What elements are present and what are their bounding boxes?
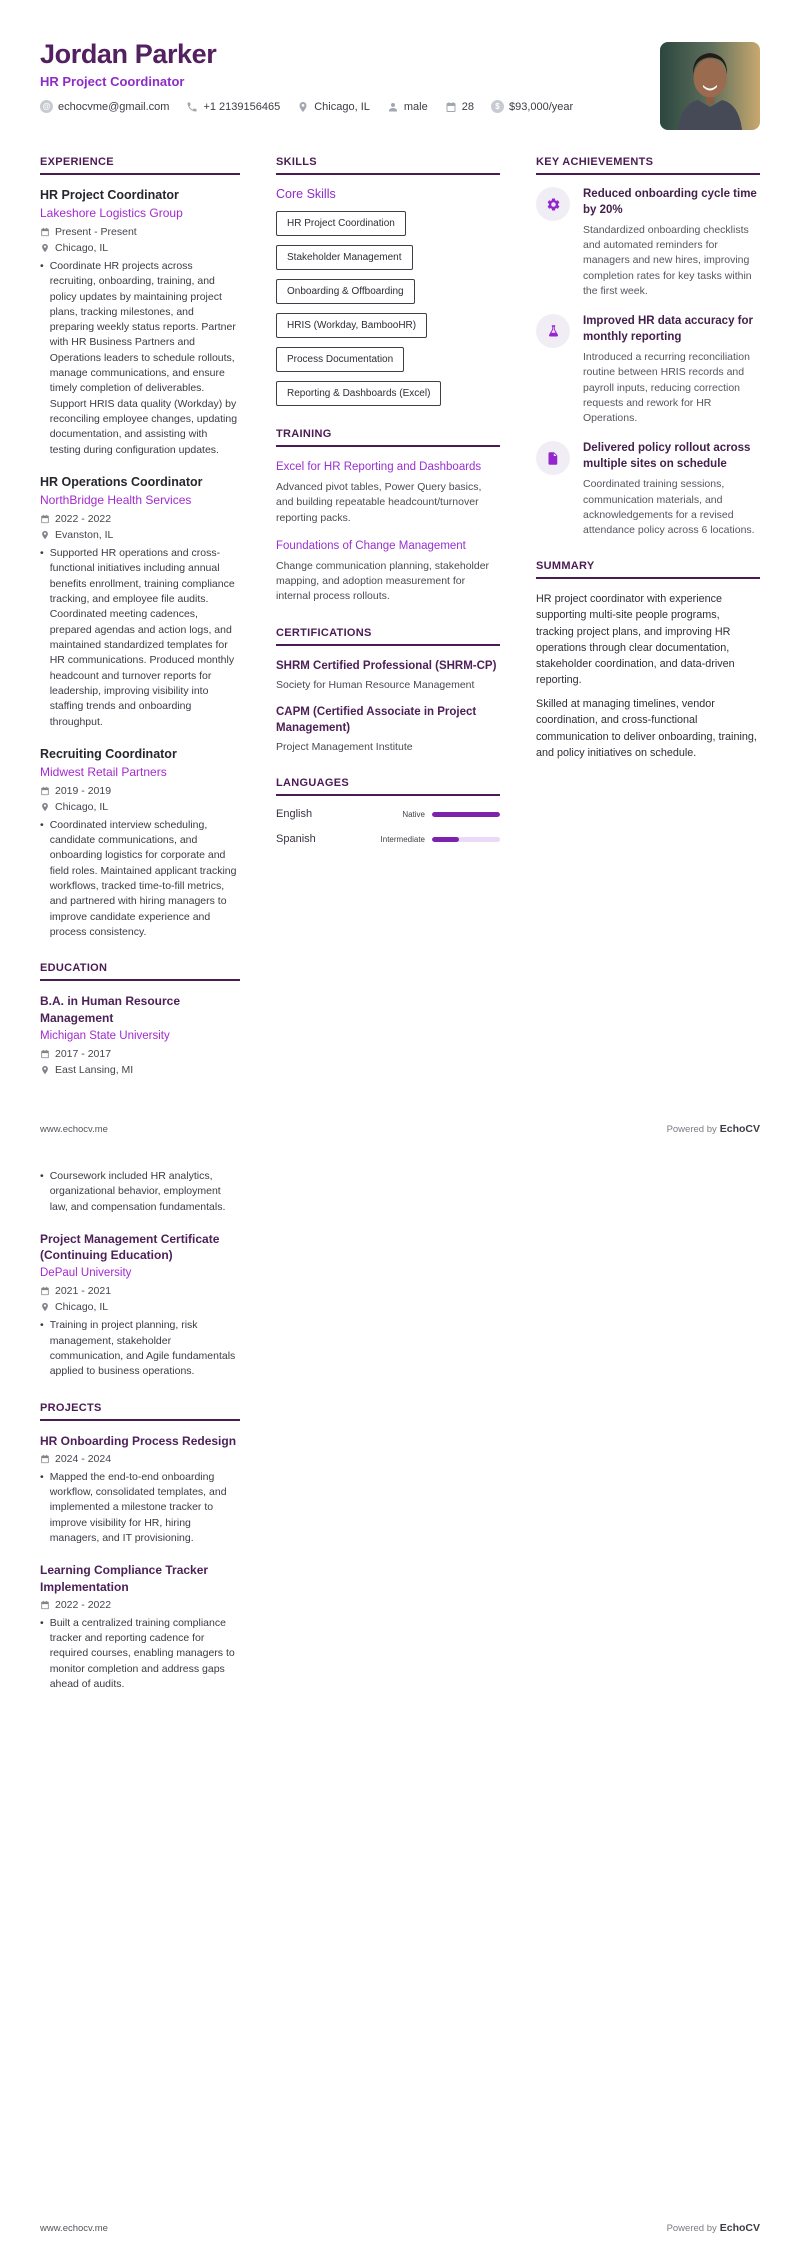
experience-company: Midwest Retail Partners	[40, 765, 167, 780]
experience-dates: 2019 - 2019	[40, 785, 240, 797]
education-location: Chicago, IL	[40, 1301, 240, 1313]
powered-by: Powered by EchoCV	[666, 2222, 760, 2234]
experience-dates: Present - Present	[40, 226, 240, 238]
certifications-heading: CERTIFICATIONS	[276, 627, 500, 646]
project-item	[40, 1433, 240, 1547]
contact-salary	[491, 100, 573, 113]
projects-heading: PROJECTS	[40, 1402, 240, 1421]
project-bullet: • Built a centralized training compliance tracker and reporting cadence for required courses, enabling managers to monitor completion and address gaps ahead of audits.	[40, 1616, 235, 1691]
language-row	[276, 833, 500, 845]
training-course-description: Advanced pivot tables, Power Query basics, and building repeatable headcount/turnover reporting packs.	[276, 481, 482, 524]
column-left	[40, 156, 240, 1098]
skill-chip: Reporting & Dashboards (Excel)	[276, 381, 441, 406]
training-course-title: Excel for HR Reporting and Dashboards	[276, 461, 482, 473]
summary-paragraph: HR project coordinator with experience supporting multi-site people programs, tracking project plans, and improving HR operations through clear documentation, stakeholder coordination, and data-driven reporting.	[536, 593, 735, 687]
training-heading: TRAINING	[276, 428, 500, 447]
experience-bullet: • Coordinated interview scheduling, candidate communications, and onboarding logistics for corporate and field roles. Maintained applicant tracking workflows, tracked time-to-fill metrics, and partnered with hiring managers to improve candidate experience and process consistency.	[40, 818, 237, 939]
experience-location: Evanston, IL	[40, 529, 240, 541]
training-course-title: Foundations of Change Management	[276, 539, 466, 552]
section-skills	[276, 156, 500, 406]
section-education	[40, 962, 240, 1075]
calendar-icon	[40, 1049, 50, 1059]
achievement-title: Reduced onboarding cycle time by 20%	[583, 188, 757, 216]
language-name: English	[276, 808, 313, 821]
experience-company: NorthBridge Health Services	[40, 493, 192, 508]
calendar-icon	[40, 227, 50, 237]
experience-bullet: • Supported HR operations and cross-functional initiatives including annual benefits enrollment, training compliance tracking, and employee file audits. Coordinated meeting cadences, prepared agendas and action logs, and maintained standardized templates for HR communications. Produced monthly headcount and turnover reports for leadership, improving visibility into staffing trends and onboarding throughput.	[40, 546, 235, 728]
page2-footer	[40, 2218, 760, 2236]
brand-logo-text: EchoCV	[719, 2222, 760, 2234]
column-middle	[276, 1169, 500, 1714]
section-projects	[40, 1402, 240, 1693]
contact-age	[445, 101, 474, 113]
education-school: Michigan State University	[40, 1029, 170, 1042]
page2-columns	[40, 1169, 760, 1714]
section-achievements	[536, 156, 760, 538]
footer-url: www.echocv.me	[40, 1124, 108, 1135]
column-right	[536, 1169, 760, 1714]
achievement-item	[536, 187, 760, 299]
salary-text: $93,000/year	[508, 100, 574, 113]
summary-paragraph: Skilled at managing timelines, vendor coordination, and cross-functional communication to deliver onboarding, training, and policy initiatives on schedule.	[536, 698, 757, 759]
project-dates: 2024 - 2024	[40, 1453, 240, 1465]
email-text: echocvme@gmail.com	[58, 100, 170, 113]
education-degree: Project Management Certificate (Continuing Education)	[40, 1231, 220, 1263]
phone-icon	[186, 101, 198, 113]
page1-columns	[40, 156, 760, 1098]
skill-chip: HR Project Coordination	[276, 211, 406, 236]
calendar-icon	[40, 1454, 50, 1464]
person-icon	[387, 101, 399, 113]
experience-title: Recruiting Coordinator	[40, 746, 177, 761]
contact-gender	[387, 101, 428, 113]
location-pin-icon	[40, 1065, 50, 1075]
language-level: Native	[402, 809, 425, 819]
contact-row	[40, 100, 573, 113]
skills-group-title: Core Skills	[276, 187, 336, 201]
education-item-continued	[40, 1169, 240, 1215]
certification-name: CAPM (Certified Associate in Project Management)	[276, 706, 477, 735]
languages-heading: LANGUAGES	[276, 777, 500, 796]
achievement-item	[536, 314, 760, 426]
column-middle	[276, 156, 500, 1098]
achievement-description: Introduced a recurring reconciliation routine between HRIS records and payroll inputs, reducing correction requests and rework for HR Operations.	[583, 351, 750, 425]
flask-icon	[536, 314, 570, 348]
education-degree: B.A. in Human Resource Management	[40, 994, 181, 1025]
skill-chip: Onboarding & Offboarding	[276, 279, 415, 304]
education-heading: EDUCATION	[40, 962, 240, 981]
experience-title: HR Project Coordinator	[40, 188, 179, 202]
section-certifications	[276, 627, 500, 756]
language-proficiency-bar	[432, 837, 500, 842]
section-experience	[40, 156, 240, 940]
resume-header	[40, 0, 760, 130]
experience-title: HR Operations Coordinator	[40, 475, 203, 490]
column-right	[536, 156, 760, 1098]
location-pin-icon	[40, 1302, 50, 1312]
language-name: Spanish	[276, 833, 316, 846]
certification-issuer: Project Management Institute	[276, 741, 413, 754]
certification-issuer: Society for Human Resource Management	[276, 678, 475, 691]
achievement-title: Improved HR data accuracy for monthly reporting	[583, 315, 754, 343]
section-summary	[536, 560, 760, 761]
section-languages	[276, 777, 500, 845]
location-pin-icon	[40, 530, 50, 540]
education-location: East Lansing, MI	[40, 1064, 240, 1076]
project-name: HR Onboarding Process Redesign	[40, 1433, 237, 1448]
dollar-icon: $	[491, 100, 504, 113]
project-bullet: • Mapped the end-to-end onboarding workflow, consolidated templates, and implemented a milestone tracker to improve visibility for HR, hiring managers, and IT provisioning.	[40, 1470, 227, 1545]
experience-item	[40, 187, 240, 458]
calendar-icon	[40, 514, 50, 524]
powered-by: Powered by EchoCV	[666, 1123, 760, 1135]
education-bullet: • Training in project planning, risk management, stakeholder communication, and Agile fundamentals applied to business operations.	[40, 1319, 236, 1378]
phone-text: +1 2139156465	[203, 100, 281, 113]
summary-heading: SUMMARY	[536, 560, 760, 579]
location-pin-icon	[297, 101, 309, 113]
section-education-continued	[40, 1169, 240, 1380]
achievement-item	[536, 441, 760, 538]
education-dates: 2021 - 2021	[40, 1285, 240, 1297]
experience-bullet: • Coordinate HR projects across recruiting, onboarding, training, and policy updates by maintaining project plans, tracking milestones, and preparing weekly status reports. Partner with HR Business Partners and Operations leaders to schedule rollouts, manage communications, and ensure timely completion of deliverables. Support HRIS data quality (Workday) by reconciling employee changes, updating documentation, and assisting with testing during configuration updates.	[40, 259, 238, 456]
calendar-icon	[40, 1600, 50, 1610]
experience-location: Chicago, IL	[40, 242, 240, 254]
achievement-description: Coordinated training sessions, communication materials, and acknowledgements for a revised attendance policy across 6 locations.	[583, 478, 755, 536]
achievement-description: Standardized onboarding checklists and automated reminders for managers and new hires, improving completion rates for key tasks within the first week.	[583, 224, 752, 297]
education-school: DePaul University	[40, 1267, 132, 1280]
project-dates: 2022 - 2022	[40, 1599, 240, 1611]
page1-footer	[40, 1119, 760, 1137]
experience-company: Lakeshore Logistics Group	[40, 206, 183, 221]
achievement-title: Delivered policy rollout across multiple sites on schedule	[583, 442, 751, 470]
calendar-icon	[445, 101, 457, 113]
header-text	[40, 40, 573, 113]
education-item	[40, 1231, 240, 1380]
person-name: Jordan Parker	[40, 39, 217, 69]
location-text: Chicago, IL	[314, 100, 370, 113]
email-icon: @	[40, 100, 53, 113]
training-course-description: Change communication planning, stakeholder mapping, and adoption measurement for internal process rollouts.	[276, 559, 490, 603]
gear-icon	[536, 187, 570, 221]
brand-logo-text: EchoCV	[719, 1123, 760, 1135]
section-training	[276, 428, 500, 605]
page-2	[0, 1147, 794, 2246]
language-proficiency-bar	[432, 812, 500, 817]
experience-heading: EXPERIENCE	[40, 156, 240, 175]
project-item	[40, 1562, 240, 1692]
language-level: Intermediate	[380, 834, 425, 844]
education-dates: 2017 - 2017	[40, 1048, 240, 1060]
calendar-icon	[40, 1286, 50, 1296]
skill-chip: Stakeholder Management	[276, 245, 413, 270]
contact-location	[297, 101, 370, 113]
skill-chip: Process Documentation	[276, 347, 404, 372]
achievements-heading: KEY ACHIEVEMENTS	[536, 156, 760, 175]
experience-location: Chicago, IL	[40, 801, 240, 813]
education-bullet: • Coursework included HR analytics, organizational behavior, employment law, and compensation fundamentals.	[40, 1170, 226, 1213]
contact-email	[40, 100, 169, 113]
calendar-icon	[40, 786, 50, 796]
location-pin-icon	[40, 243, 50, 253]
certification-name: SHRM Certified Professional (SHRM-CP)	[276, 659, 497, 672]
age-text: 28	[461, 100, 474, 113]
experience-item	[40, 474, 240, 730]
skill-chip: HRIS (Workday, BambooHR)	[276, 313, 427, 338]
avatar-photo-illustration	[660, 42, 760, 130]
avatar	[660, 42, 760, 130]
document-icon	[536, 441, 570, 475]
footer-url: www.echocv.me	[40, 2223, 108, 2234]
education-item	[40, 993, 240, 1075]
column-left	[40, 1169, 240, 1714]
project-name: Learning Compliance Tracker Implementation	[40, 1563, 209, 1594]
experience-item	[40, 746, 240, 940]
gender-text: male	[403, 100, 428, 113]
contact-phone	[186, 101, 280, 113]
person-job-title: HR Project Coordinator	[40, 74, 185, 90]
experience-dates: 2022 - 2022	[40, 513, 240, 525]
location-pin-icon	[40, 802, 50, 812]
skills-heading: SKILLS	[276, 156, 500, 175]
language-row	[276, 808, 500, 820]
